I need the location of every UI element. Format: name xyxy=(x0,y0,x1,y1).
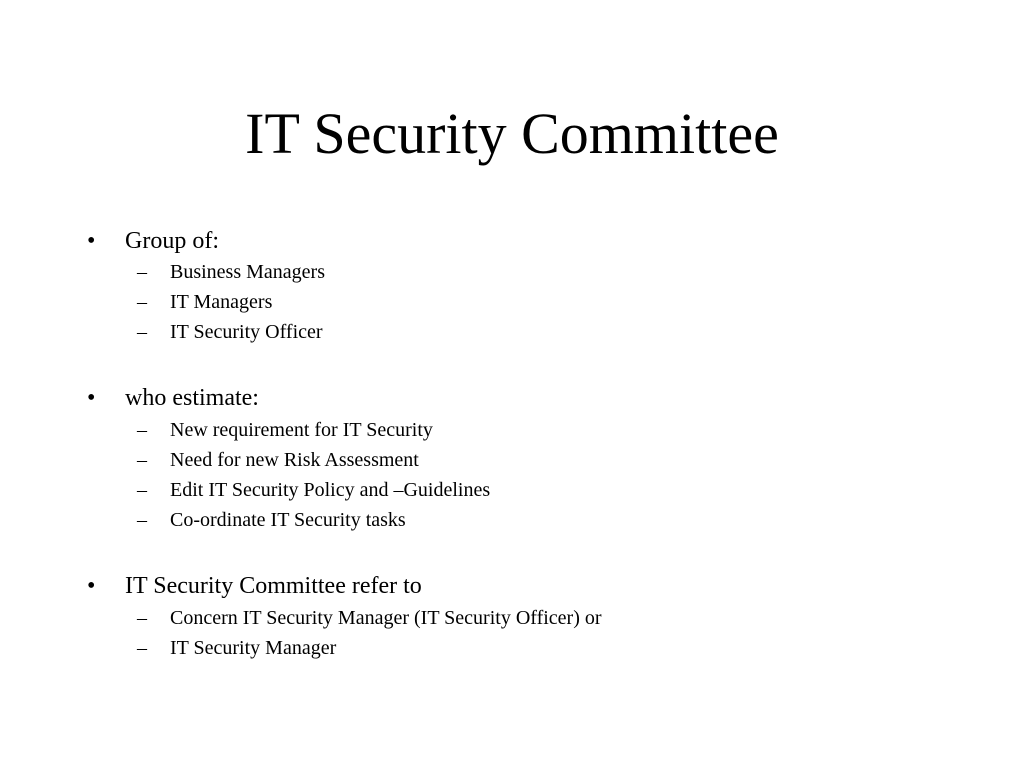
dash-mark: – xyxy=(137,419,147,441)
sub-item-text: Edit IT Security Policy and –Guidelines xyxy=(170,479,491,501)
bullet-mark: • xyxy=(87,573,96,599)
sub-item-text: IT Security Officer xyxy=(170,321,323,343)
slide-title: IT Security Committee xyxy=(245,101,779,166)
sub-item-text: Need for new Risk Assessment xyxy=(170,449,419,471)
bullet-text: IT Security Committee refer to xyxy=(125,573,422,599)
bullet-mark: • xyxy=(87,385,96,411)
sub-item-text: New requirement for IT Security xyxy=(170,419,433,441)
bullet-text: Group of: xyxy=(125,228,219,254)
sub-item-text: Concern IT Security Manager (IT Security Officer) or xyxy=(170,607,602,629)
bullet-text: who estimate: xyxy=(125,385,259,411)
sub-item-text: IT Managers xyxy=(170,291,273,313)
dash-mark: – xyxy=(137,509,147,531)
dash-mark: – xyxy=(137,479,147,501)
dash-mark: – xyxy=(137,261,147,283)
sub-item-text: IT Security Manager xyxy=(170,637,337,659)
bullet-mark: • xyxy=(87,228,96,254)
dash-mark: – xyxy=(137,291,147,313)
sub-item-text: Business Managers xyxy=(170,261,325,283)
sub-item-text: Co-ordinate IT Security tasks xyxy=(170,509,406,531)
dash-mark: – xyxy=(137,321,147,343)
dash-mark: – xyxy=(137,607,147,629)
dash-mark: – xyxy=(137,449,147,471)
dash-mark: – xyxy=(137,637,147,659)
